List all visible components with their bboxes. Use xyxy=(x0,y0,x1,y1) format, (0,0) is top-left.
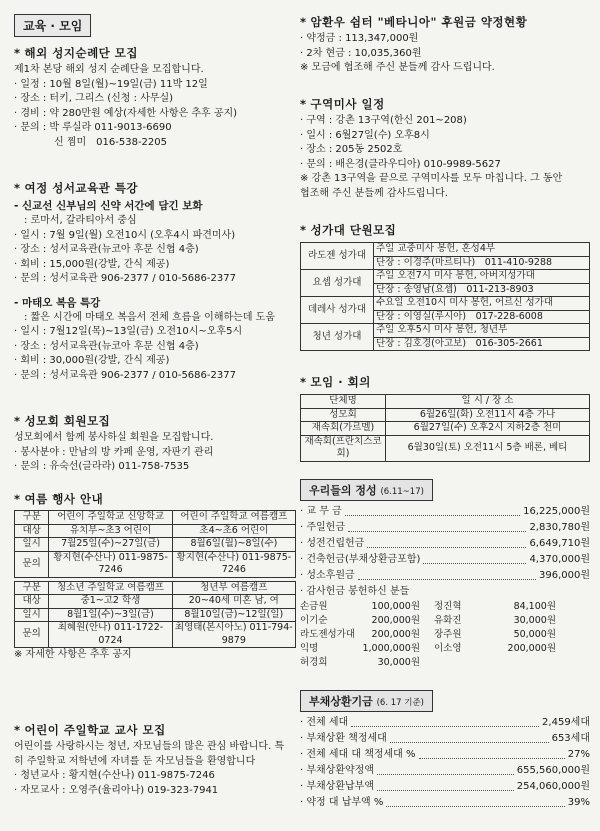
table-cell: 문의 xyxy=(15,622,49,648)
teacher-section xyxy=(14,722,296,798)
text-line: · 회비 : 15,000원(강발, 간식 제공) xyxy=(14,258,170,270)
table-cell: 초4~초6 어린이 xyxy=(172,524,295,538)
table-cell: 황지현(수산나) 011-9875-7246 xyxy=(49,551,172,577)
summer-section xyxy=(14,491,296,663)
text-line: · 문의 : 유숙선(글라라) 011-758-7535 xyxy=(14,461,190,472)
amount-row xyxy=(300,779,590,795)
text-line: · 문의 : 성서교육관 906-2377 / 010-5686-2377 xyxy=(14,273,236,284)
table-header-row xyxy=(15,511,296,525)
text-line: · 장소 : 205동 2502호 xyxy=(300,144,403,155)
table-cell: 대상 xyxy=(15,524,49,538)
amount-label: · 주일헌금 xyxy=(300,522,345,533)
mass-lines xyxy=(300,114,590,201)
table-row xyxy=(301,297,590,311)
amount-label: · 부채상환납부액 xyxy=(300,781,374,792)
amount-label: · 건축헌금(부채상환금포함) xyxy=(300,554,421,565)
amount-label: · 성소후원금 xyxy=(300,570,355,581)
bible-lines2 xyxy=(14,311,296,384)
amount-row xyxy=(300,731,590,747)
amount-row xyxy=(300,763,590,779)
donor-cell: 30,000원 xyxy=(377,657,420,668)
donor-cell: 200,000원 xyxy=(371,615,420,626)
text-line: 협조해 주신 분들께 감사드립니다. xyxy=(300,187,448,199)
donor-cell: 익명 xyxy=(300,643,319,654)
choir-mass: 수요일 오전10시 미사 봉헌, 어르신 성가대 xyxy=(374,297,590,311)
meeting-title: * 모임 · 회의 xyxy=(300,375,371,389)
amount-value: 2,830,780원 xyxy=(529,522,590,533)
table-row xyxy=(301,408,590,422)
donor-cell: 손금원 xyxy=(300,601,328,612)
bethania-lines xyxy=(300,32,590,76)
text-line: ※ 강촌 13구역을 끝으로 구역미사를 모두 마칩니다. 그 동안 xyxy=(300,173,563,184)
amount-label: · 성전건립헌금 xyxy=(300,538,365,549)
choir-name: 요셉 성가대 xyxy=(301,270,374,297)
debt-section xyxy=(300,690,590,811)
text-line: · 약정금 : 113,347,000원 xyxy=(300,33,419,44)
table-cell: 8월10일(금)~12일(일) xyxy=(172,608,295,622)
table-cell: 일시 xyxy=(15,608,49,622)
donor-cell: 유화진 xyxy=(434,615,462,626)
table-cell: 일시 xyxy=(15,538,49,552)
choir-section xyxy=(300,222,590,351)
donor-cell xyxy=(490,656,556,670)
bible-title: * 여정 성서교육관 특강 xyxy=(14,181,139,195)
meeting-section xyxy=(300,374,590,462)
table-cell: 6월27일(수) 오후2시 지하2층 천미 xyxy=(386,422,590,436)
choir-table xyxy=(300,242,590,351)
table-row xyxy=(301,270,590,284)
text-line: · 장소 : 성서교육관(뉴코아 후문 신협 4층) xyxy=(14,340,199,352)
amount-value: 39% xyxy=(567,797,590,808)
text-line: · 일시 : 7월12일(목)~13일(금) 오전10시~오후5시 xyxy=(14,326,243,337)
table-cell: 문의 xyxy=(15,551,49,577)
choir-leader: 단장 : 송영남(요셉) 011-213-8903 xyxy=(374,283,590,297)
leader-dots xyxy=(358,568,536,580)
donor-cell: 정진혁 xyxy=(434,601,462,612)
leader-dots xyxy=(367,536,526,548)
table-cell: 8월6일(월)~8일(수) xyxy=(172,538,295,552)
text-line: · 일정 : 10월 8일(월)~19일(금) 11박 12일 xyxy=(14,78,208,90)
amount-value: 6,649,710원 xyxy=(529,538,590,549)
choir-mass: 주일 교중미사 봉헌, 혼성4부 xyxy=(374,243,590,257)
table-row xyxy=(15,551,296,577)
table-cell: 구분 xyxy=(15,581,49,595)
mother-lines xyxy=(14,431,296,475)
amount-label: · 교 무 금 xyxy=(300,506,342,517)
choir-title: * 성가대 단원모집 xyxy=(300,223,397,237)
table-cell: 청소년 주일학교 여름캠프 xyxy=(49,581,172,595)
donor-cell: 장주원 xyxy=(434,629,462,640)
table-row xyxy=(301,324,590,338)
bible-lines1 xyxy=(14,214,296,287)
leader-dots xyxy=(377,779,514,791)
bethania-title: * 암환우 쉼터 "베타니아" 후원금 약정현황 xyxy=(300,15,528,29)
leader-dots xyxy=(348,520,526,532)
text-line: · 구역 : 강촌 13구역(한신 201~208) xyxy=(300,115,467,126)
table-cell: 단체명 xyxy=(301,395,386,409)
leader-dots xyxy=(423,552,526,564)
table-row xyxy=(15,608,296,622)
table-row xyxy=(15,538,296,552)
amount-value: 27% xyxy=(567,749,590,760)
amount-value: 254,060,000원 xyxy=(516,781,590,792)
meeting-table xyxy=(300,394,590,462)
table-header-row xyxy=(301,395,590,409)
offering-title-box: 우리들의 정성 (6.11~17) xyxy=(300,479,433,501)
table-row xyxy=(15,622,296,648)
mother-section xyxy=(14,413,296,475)
amount-label: · 부채상환 책정세대 xyxy=(300,733,387,744)
amount-value: 4,370,000원 xyxy=(529,554,590,565)
amount-row xyxy=(300,795,590,811)
amount-row xyxy=(300,747,590,763)
donor-cell: 1,000,000원 xyxy=(362,643,420,654)
summer-note: ※ 자세한 사항은 추후 공지 xyxy=(14,649,132,660)
text-line: · 봉사분야 : 만남의 방 카페 운영, 자판기 관리 xyxy=(14,446,214,458)
donor-cell: 200,000원 xyxy=(371,629,420,640)
bethania-section xyxy=(300,14,590,76)
table-cell: 재속회(가르멜) xyxy=(301,422,386,436)
table-cell: 중1~고2 학생 xyxy=(49,595,172,609)
text-line: · 경비 : 약 280만원 예상(자세한 사항은 추후 공지) xyxy=(14,107,238,119)
mother-title: * 성모회 회원모집 xyxy=(14,414,111,428)
amount-row xyxy=(300,536,590,552)
table-row xyxy=(15,524,296,538)
table-cell: 유치부~초3 어린이 xyxy=(49,524,172,538)
donor-cell: 이소영 xyxy=(434,643,462,654)
amount-label: · 전체 세대 xyxy=(300,717,349,728)
choir-leader: 단장 : 이경주(마르티나) 011-410-9288 xyxy=(374,256,590,270)
bible-sub1: - 신교선 신부님의 신약 서간에 담긴 보화 xyxy=(14,200,203,212)
leader-dots xyxy=(419,747,565,759)
section-tag: 교육 · 모임 xyxy=(14,14,91,37)
pilgrim-lines xyxy=(14,63,296,150)
text-line: · 자모교사 : 오영주(율리아나) 019-323-7941 xyxy=(14,784,219,796)
table-cell: 어린이 주일학교 신앙학교 xyxy=(49,511,172,525)
choir-leader: 단장 : 김호경(아고보) 016-305-2661 xyxy=(374,337,590,351)
text-line: · 회비 : 30,000원(강발, 간식 제공) xyxy=(14,355,170,366)
leader-dots xyxy=(351,715,539,727)
choir-mass: 주일 오전7시 미사 봉헌, 아버지성가대 xyxy=(374,270,590,284)
donor-cell: 50,000원 xyxy=(513,629,556,640)
amount-row xyxy=(300,568,590,584)
donor-cell: 30,000원 xyxy=(513,615,556,626)
amount-label: · 부채상환약정액 xyxy=(300,765,374,776)
table-cell: 7월25일(수)~27일(금) xyxy=(49,538,172,552)
amount-label: · 약정 대 납부액 % xyxy=(300,797,384,808)
text-line: · 청년교사 : 황지현(수산나) 011-9875-7246 xyxy=(14,770,215,781)
amount-row xyxy=(300,520,590,536)
text-line: · 장소 : 터키, 그리스 (신청 : 사무실) xyxy=(14,93,174,104)
donor-cell: 라도젠성가대 xyxy=(300,629,356,640)
amount-row xyxy=(300,552,590,568)
text-line: · 문의 : 배은경(클라우디아) 010-9989-5627 xyxy=(300,158,501,170)
table-cell: 재속회(프란치스코회) xyxy=(301,435,386,461)
amount-value: 653세대 xyxy=(551,733,590,744)
table-row xyxy=(301,243,590,257)
text-line: 성모회에서 함께 봉사하실 회원을 모집합니다. xyxy=(14,432,214,443)
table-row xyxy=(15,595,296,609)
summer-table-2 xyxy=(14,581,296,649)
mass-section xyxy=(300,96,590,201)
teacher-lines xyxy=(14,740,296,798)
table-cell: 황지현(수산나) 011-9875-7246 xyxy=(172,551,295,577)
donor-grid xyxy=(300,600,590,670)
summer-table-1 xyxy=(14,510,296,578)
bible-sub2: - 마태오 복음 특강 xyxy=(14,296,101,309)
text-line: · 문의 : 성서교육관 906-2377 / 010-5686-2377 xyxy=(14,369,236,381)
amount-value: 16,225,000원 xyxy=(523,506,590,517)
pilgrim-title: * 해외 성지순례단 모집 xyxy=(14,46,139,60)
donor-cell: 이기순 xyxy=(300,615,328,626)
donor-cell: 84,100원 xyxy=(513,601,556,612)
table-cell: 8월1일(수)~3일(금) xyxy=(49,608,172,622)
choir-leader: 단장 : 이영실(루시아) 017-228-6008 xyxy=(374,310,590,324)
table-cell: 일 시 / 장 소 xyxy=(386,395,590,409)
offering-section xyxy=(300,479,590,670)
text-line: · 일시 : 6월27일(수) 오후8시 xyxy=(300,129,430,141)
amount-label: · 전체 세대 대 책정세대 % xyxy=(300,749,416,760)
text-line: 히 주일학교 저학년에 자녀를 둔 자모님들을 환영합니다 xyxy=(14,755,256,767)
table-cell: 20~40세 미혼 남, 여 xyxy=(172,595,295,609)
offering-thanks: · 감사헌금 봉헌하신 분들 xyxy=(300,586,410,597)
table-row xyxy=(301,422,590,436)
pilgrim-section xyxy=(14,45,296,150)
left-column xyxy=(14,0,296,796)
donor-cell: 허경희 xyxy=(300,657,328,668)
text-line: 어린이를 사랑하시는 청년, 자모님들의 많은 관심 바랍니다. 특 xyxy=(14,741,285,752)
choir-name: 데레사 성가대 xyxy=(301,297,374,324)
table-cell: 최영태(본시아노) 011-794-9879 xyxy=(172,622,295,648)
amount-row xyxy=(300,504,590,520)
debt-title-box: 부채상환기금 (6. 17 기준) xyxy=(300,690,433,712)
bible-section xyxy=(14,180,296,383)
table-cell: 최혜원(안나) 011-1722-0724 xyxy=(49,622,172,648)
mass-title: * 구역미사 일정 xyxy=(300,97,385,111)
table-cell: 구분 xyxy=(15,511,49,525)
leader-dots xyxy=(377,763,514,775)
amount-value: 2,459세대 xyxy=(542,717,590,728)
text-line: : 짧은 시간에 마태오 복음서 전체 흐름을 이해하는데 도움 xyxy=(14,311,275,323)
choir-name: 라도젠 성가대 xyxy=(301,243,374,270)
amount-value: 396,000원 xyxy=(538,570,590,581)
table-cell: 6월26일(화) 오전11시 4층 가나 xyxy=(386,408,590,422)
leader-dots xyxy=(390,731,549,743)
donor-cell: 100,000원 xyxy=(371,601,420,612)
table-cell: 성모회 xyxy=(301,408,386,422)
teacher-title: * 어린이 주일학교 교사 모집 xyxy=(14,723,166,737)
text-line: · 2차 현금 : 10,035,360원 xyxy=(300,47,422,59)
table-cell: 6월30일(토) 오전11시 5층 배론, 베티 xyxy=(386,435,590,461)
table-cell: 청년부 여름캠프 xyxy=(172,581,295,595)
choir-name: 청년 성가대 xyxy=(301,324,374,351)
text-line: 신 찜미 016-538-2205 xyxy=(14,136,167,148)
text-line: ※ 모금에 협조해 주신 분들께 감사 드립니다. xyxy=(300,62,495,73)
leader-dots xyxy=(345,504,520,516)
offering-items xyxy=(300,504,590,584)
text-line: · 장소 : 성서교육관(뉴코아 후문 신협 4층) xyxy=(14,244,199,255)
debt-items xyxy=(300,715,590,811)
table-cell: 어린이 주일학교 여름캠프 xyxy=(172,511,295,525)
table-cell: 대상 xyxy=(15,595,49,609)
text-line: 제1차 본당 해외 성지 순례단을 모집합니다. xyxy=(14,64,204,75)
text-line: : 로마서, 갈라티아서 중심 xyxy=(14,215,137,226)
summer-title: * 여름 행사 안내 xyxy=(14,492,104,506)
table-row xyxy=(301,435,590,461)
amount-row xyxy=(300,715,590,731)
choir-mass: 주일 오후5시 미사 봉헌, 청년부 xyxy=(374,324,590,338)
table-header-row xyxy=(15,581,296,595)
leader-dots xyxy=(386,795,564,807)
text-line: · 일시 : 7월 9일(월) 오전10시 (오후4시 파견미사) xyxy=(14,229,236,241)
donor-cell: 200,000원 xyxy=(507,643,556,654)
amount-value: 655,560,000원 xyxy=(516,765,590,776)
donor-cell xyxy=(420,656,490,670)
text-line: · 문의 : 박 루실라 011-9013-6690 xyxy=(14,122,172,133)
